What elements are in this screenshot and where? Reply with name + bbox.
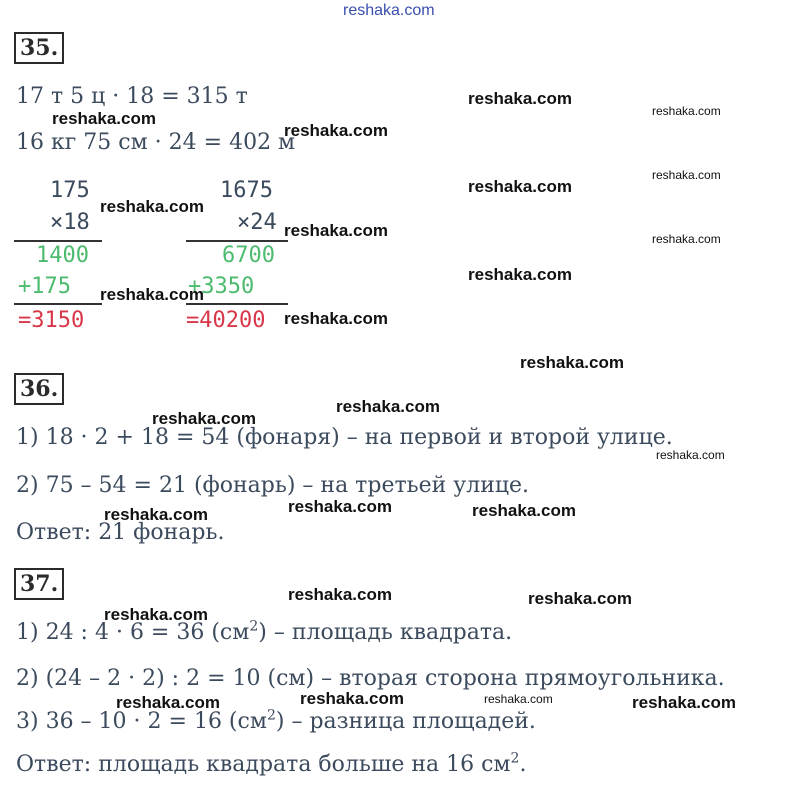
site-title[interactable]: reshaka.com	[343, 2, 435, 19]
watermark: reshaka.com	[284, 309, 388, 328]
watermark: reshaka.com	[104, 605, 208, 624]
mult1-partial-1: 1400	[36, 243, 89, 268]
watermark: reshaka.com	[520, 353, 624, 372]
watermark: reshaka.com	[284, 121, 388, 140]
watermark: reshaka.com	[652, 104, 721, 118]
superscript: 2	[249, 618, 259, 635]
watermark: reshaka.com	[632, 693, 736, 712]
watermark: reshaka.com	[484, 692, 553, 706]
mult2-result: =40200	[186, 308, 266, 333]
watermark: reshaka.com	[468, 265, 572, 284]
mult1-multiplicand: 175	[50, 178, 90, 203]
task-37-answer: Ответ: площадь квадрата больше на 16 $см^2$.	[16, 750, 527, 777]
answer-text: Ответ: площадь квадрата больше на 16 см	[16, 752, 511, 777]
mult1-multiplier: ×18	[50, 210, 90, 235]
watermark: reshaka.com	[652, 168, 721, 182]
task-36-number: 36.	[14, 373, 64, 405]
watermark: reshaka.com	[52, 109, 156, 128]
watermark: reshaka.com	[300, 689, 404, 708]
watermark: reshaka.com	[528, 589, 632, 608]
line-3-start: 3) 36 – 10 · 2 = 16 (см	[16, 709, 267, 734]
watermark: reshaka.com	[116, 693, 220, 712]
mult1-rule-2	[14, 303, 102, 305]
line-1-end: ) – площадь квадрата.	[258, 620, 513, 645]
mult2-rule-1	[186, 240, 288, 242]
watermark: reshaka.com	[472, 501, 576, 520]
watermark: reshaka.com	[284, 221, 388, 240]
mult2-multiplicand: 1675	[220, 178, 273, 203]
watermark: reshaka.com	[288, 585, 392, 604]
task-36-line-1: 1) 18 · 2 + 18 = 54 (фонаря) – на первой и второй улице.	[16, 425, 673, 450]
task-number-text: 37	[20, 571, 51, 597]
task-37-line-2: 2) (24 – 2 · 2) : 2 = 10 (см) – вторая сторона прямоугольника.	[16, 666, 725, 691]
watermark: reshaka.com	[652, 232, 721, 246]
task-number-text: 36	[20, 376, 51, 402]
watermark: reshaka.com	[152, 409, 256, 428]
mult1-result: =3150	[18, 308, 85, 333]
watermark: reshaka.com	[468, 89, 572, 108]
mult1-rule-1	[14, 240, 102, 242]
watermark: reshaka.com	[336, 397, 440, 416]
task-37-number: 37.	[14, 568, 64, 600]
mult1-partial-2: +175	[18, 274, 71, 299]
task-35-number: 35.	[14, 32, 64, 64]
task-36-answer: Ответ: 21 фонарь.	[16, 520, 225, 545]
watermark: reshaka.com	[100, 285, 204, 304]
task-35-line-1: 17 т 5 ц · 18 = 315 т	[16, 84, 248, 109]
superscript: 2	[510, 750, 520, 767]
watermark: reshaka.com	[100, 197, 204, 216]
superscript: 2	[266, 707, 276, 724]
watermark: reshaka.com	[468, 177, 572, 196]
line-3-end: ) – разница площадей.	[275, 709, 536, 734]
task-number-text: 35	[20, 35, 51, 61]
watermark: reshaka.com	[104, 505, 208, 524]
watermark: reshaka.com	[288, 497, 392, 516]
mult2-partial-1: 6700	[222, 243, 275, 268]
task-35-line-2: 16 кг 75 см · 24 = 402 м	[16, 130, 296, 155]
line-1-start: 1) 24 : 4 · 6 = 36 (см	[16, 620, 250, 645]
watermark: reshaka.com	[656, 448, 725, 462]
task-37-line-1	[16, 620, 512, 645]
task-37-line-3	[16, 709, 536, 734]
mult2-multiplier: ×24	[237, 210, 277, 235]
mult2-partial-2: +3350	[188, 274, 255, 299]
task-36-line-2: 2) 75 – 54 = 21 (фонарь) – на третьей улице.	[16, 473, 530, 498]
